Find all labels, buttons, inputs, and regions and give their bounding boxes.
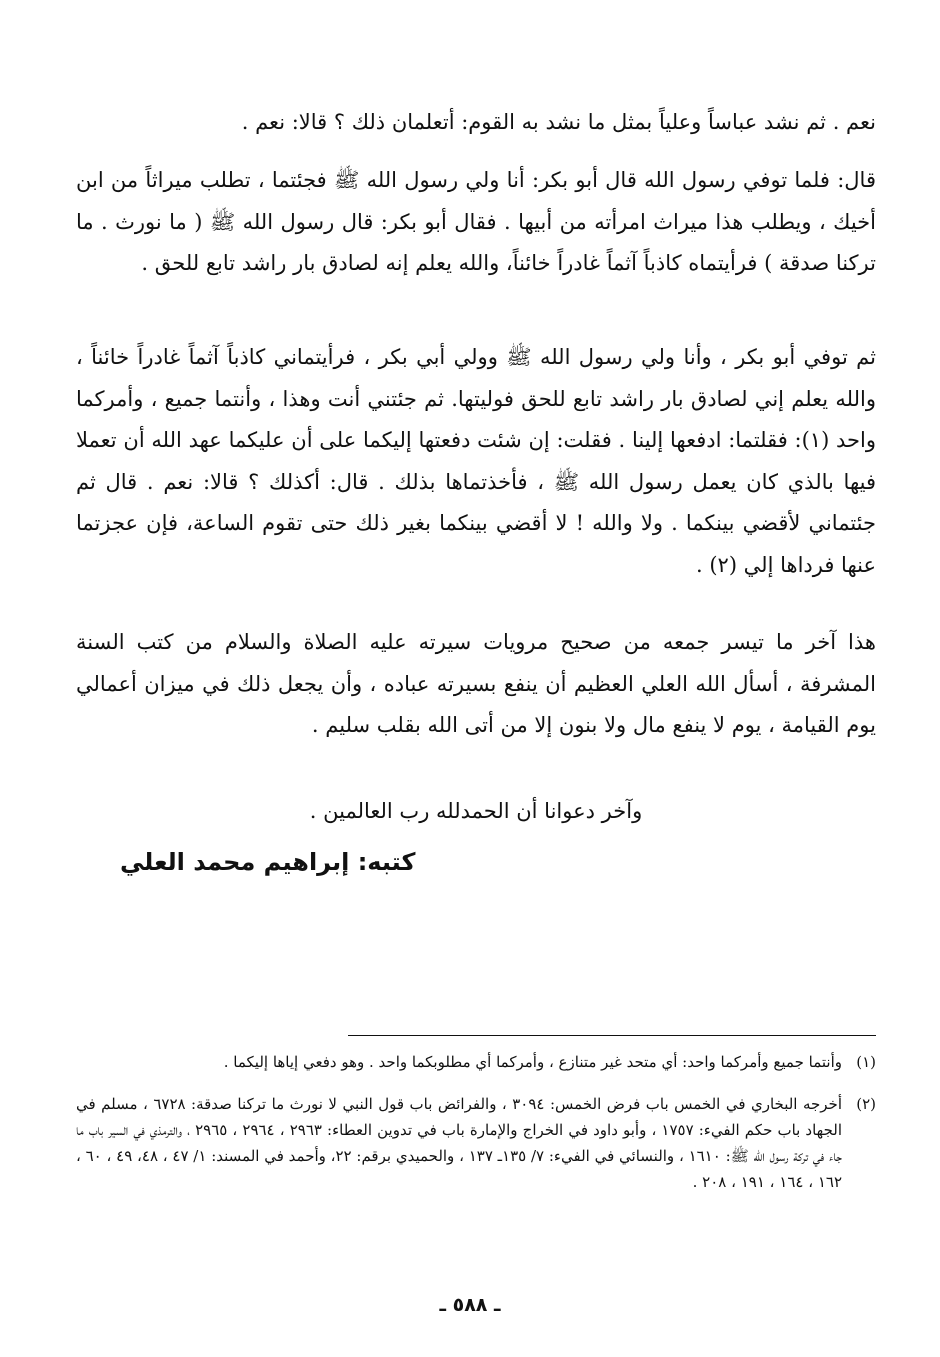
paragraph-1: نعم . ثم نشد عباساً وعلياً بمثل ما نشد به القوم: أتعلمان ذلك ؟ قالا: نعم . [241, 110, 876, 134]
footnote-2 [76, 1091, 876, 1195]
footnote-text: وأنتما جميع وأمركما واحد: أي متحد غير متنازع ، وأمركما أي مطلوبكما واحد . وهو دفعي إياها إليكما . [223, 1053, 842, 1071]
footnote-marker: (١) [856, 1053, 876, 1071]
footnotes-section [76, 1049, 876, 1211]
author-signature: كتبه: إبراهيم محمد العلي [120, 848, 416, 876]
footnote-1 [76, 1049, 876, 1075]
paragraph-2: قال: فلما توفي رسول الله قال أبو بكر: أنا ولي رسول الله ﷺ فجئتما ، تطلب ميراثاً من ابن أخيك ، ويطلب هذا ميراث امرأته من أبيها . فقال أبو بكر: قال رسول الله ﷺ ( ما نورث . ما تركنا صدقة ) فرأيتماه كاذباً آثماً غادراً خائناً، والله يعلم إنه لصادق بار راشد تابع للحق . [76, 168, 876, 275]
footnote-separator [348, 1035, 876, 1036]
paragraph-4: هذا آخر ما تيسر جمعه من صحيح مرويات سيرته عليه الصلاة والسلام من كتب السنة المشرفة ، أسأل الله العلي العظيم أن ينفع بسيرته عباده ، وأن يجعل ذلك في ميزان أعمالي يوم القيامة ، يوم لا ينفع مال ولا بنون إلا من أتى الله بقلب سليم . [76, 630, 876, 737]
footnote-marker: (٢) [856, 1095, 876, 1113]
closing-line: وآخر دعوانا أن الحمدلله رب العالمين . [309, 799, 643, 823]
footnote-text: أخرجه البخاري في الخمس باب فرض الخمس: ٣٠٩٤ ، والفرائض باب قول النبي لا نورث ما تركنا صدقة: ٦٧٢٨ ، مسلم في الجهاد باب حكم الفيء: ١٧٥٧ ، وأبو داود في الخراج والإمارة باب في تدوين العطاء: ٢٩٦٣ ، ٢٩٦٤ ، ٢٩٦٥ ، والترمذي في السير باب ما جاء في تركة رسول الله ﷺ: ١٦١٠ ، والنسائي في الفيء: ٧/ ١٣٥ـ ١٣٧ ، والحميدي برقم: ٢٢، وأحمد في المسند: ١/ ٤٧ ، ٤٨، ٤٩ ، ٦٠ ، ١٦٢ ، ١٦٤ ، ١٩١ ، ٢٠٨ . [76, 1095, 843, 1191]
paragraph-3: ثم توفي أبو بكر ، وأنا ولي رسول الله ﷺ وولي أبي بكر ، فرأيتماني كاذباً آثماً غادراً خائناً ، والله يعلم إني لصادق بار راشد تابع للحق فوليتها. ثم جئتني أنت وهذا ، وأنتما جميع ، وأمركما واحد (١): فقلتما: ادفعها إلينا . فقلت: إن شئت دفعتها إليكما على أن عليكما عهد الله أن تعملا فيها بالذي كان يعمل رسول الله ﷺ ، فأخذتماها بذلك . قال: أكذلك ؟ قالا: نعم . قال ثم جئتماني لأقضي بينكما . ولا والله ! لا أقضي بينكما بغير ذلك حتى تقوم الساعة، فإن عجزتما عنها فرداها إلي (٢) . [76, 345, 877, 577]
signature-block [120, 840, 540, 884]
page-number: ـ ٥٨٨ ـ [439, 1294, 501, 1316]
